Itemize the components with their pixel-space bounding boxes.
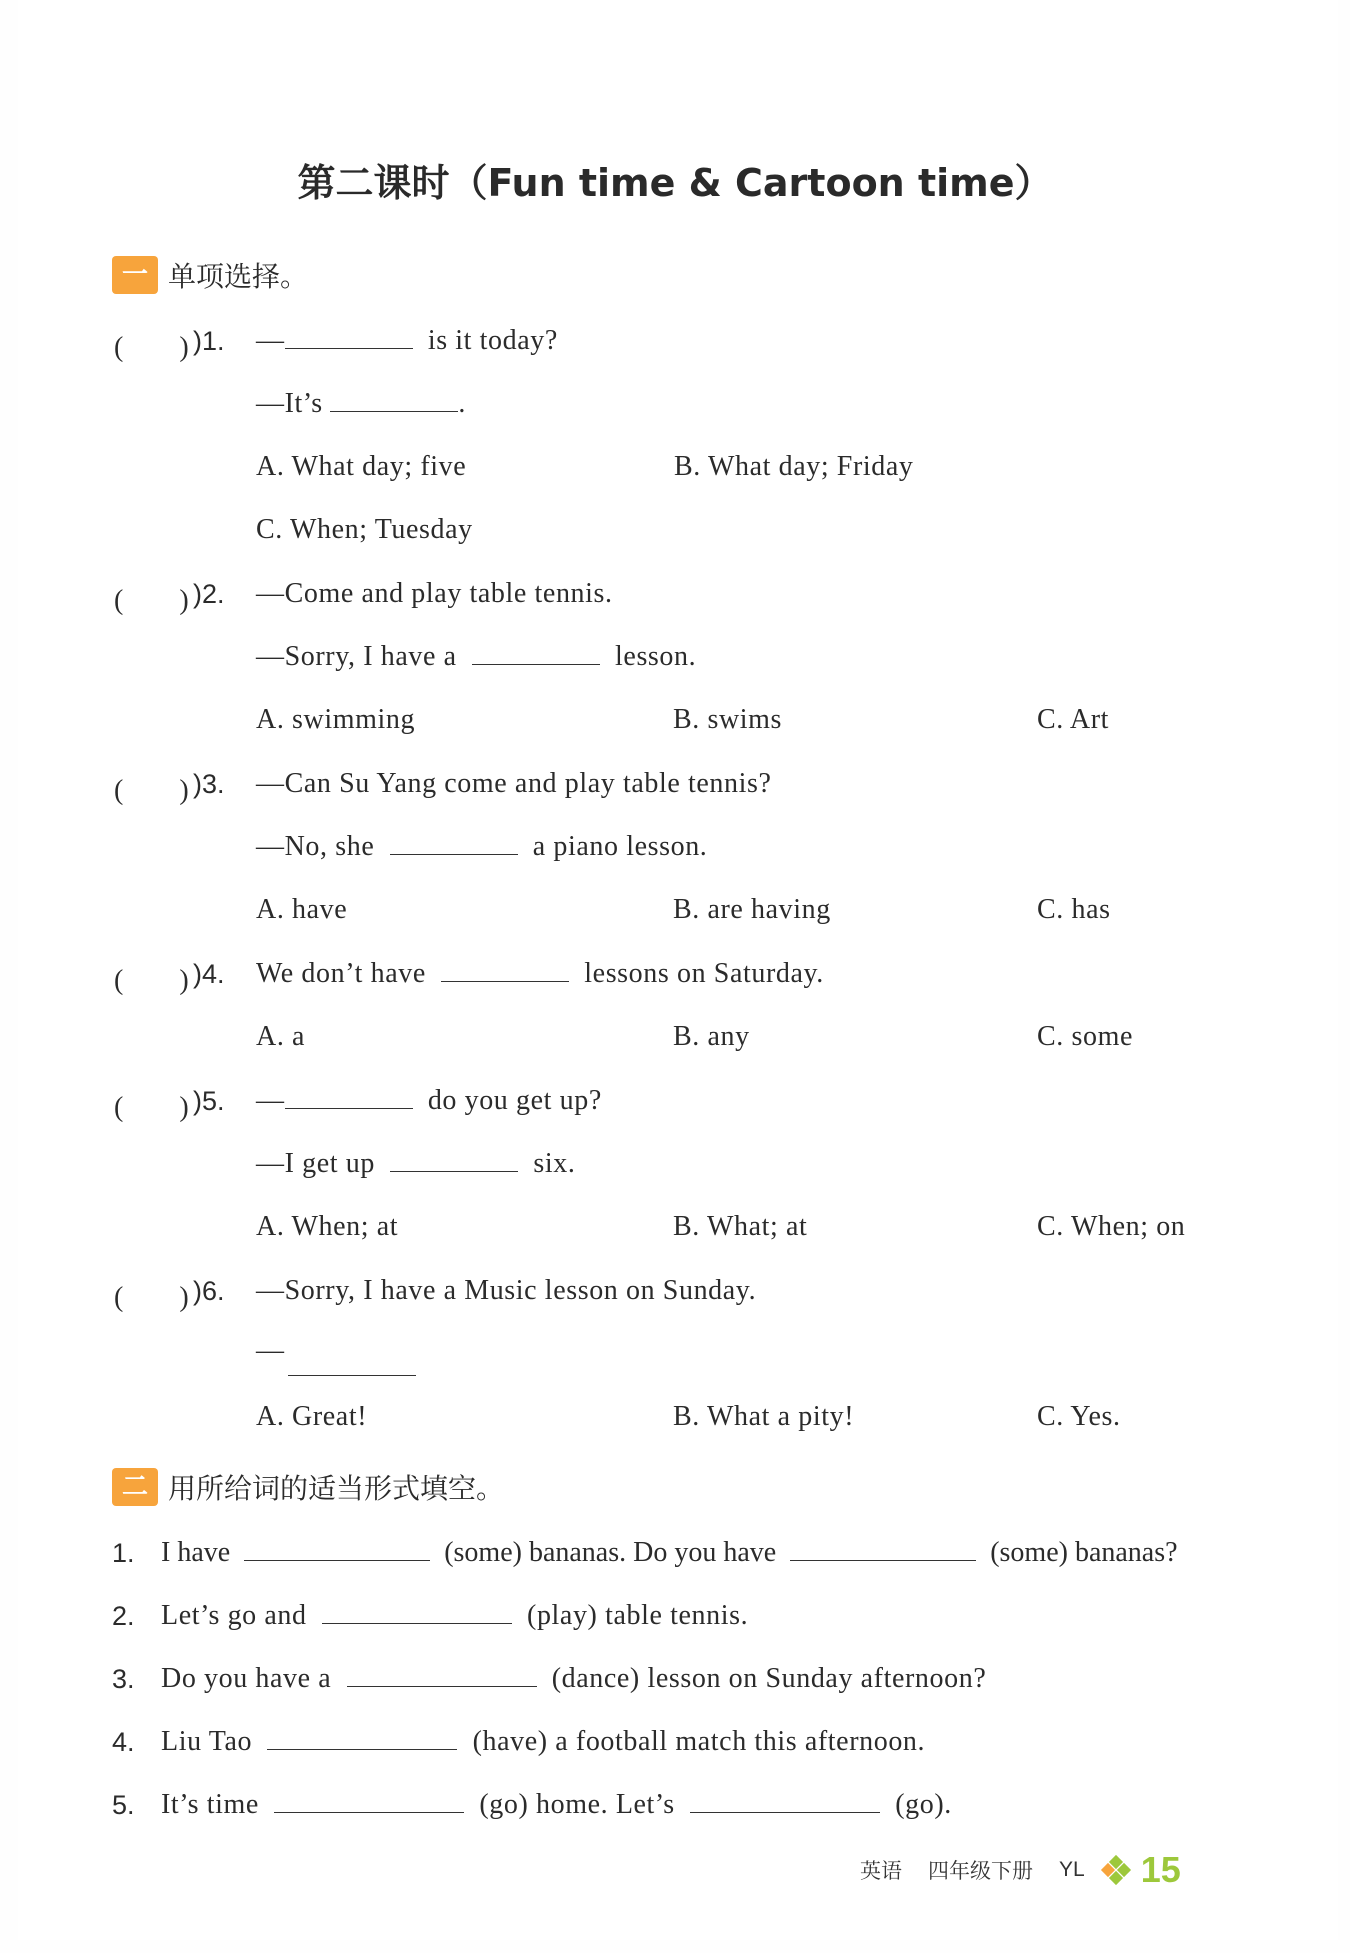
fill-1-text-c: (some) bananas?: [990, 1537, 1178, 1568]
fill-4-text-a: Liu Tao: [161, 1726, 253, 1757]
q1-dash: —: [256, 325, 285, 356]
q6-dash: —: [256, 1335, 285, 1366]
question-number-q5: )5.: [193, 1086, 225, 1116]
fill-item-1: [161, 1537, 1178, 1569]
q2-text-2b: lesson.: [615, 641, 697, 672]
fill-4-text-b: (have) a football match this afternoon.: [472, 1726, 926, 1757]
option-q2-a[interactable]: A. swimming: [256, 704, 416, 735]
question-q1-line2: [256, 388, 466, 420]
answer-bracket-q3[interactable]: ( ): [114, 775, 189, 806]
fill-1-blank-1[interactable]: [244, 1559, 430, 1561]
fill-2-text-b: (play) table tennis.: [527, 1600, 749, 1631]
section-two-badge: 二: [112, 1468, 158, 1506]
q2-text-2a: —Sorry, I have a: [256, 641, 457, 672]
fill-number-5: 5.: [112, 1790, 135, 1820]
q1-text-2: —It’s: [256, 388, 323, 419]
option-q3-a[interactable]: A. have: [256, 894, 348, 925]
section-one-badge: 一: [112, 256, 158, 294]
answer-bracket-q6[interactable]: ( ): [114, 1282, 189, 1313]
section-one-header: [112, 252, 308, 298]
fill-4-blank[interactable]: [267, 1748, 457, 1750]
question-q3-line2: [256, 831, 707, 863]
fill-1-blank-2[interactable]: [790, 1559, 976, 1561]
question-q6-line2: [256, 1335, 285, 1367]
question-number-q3: )3.: [193, 769, 225, 799]
option-q5-a[interactable]: A. When; at: [256, 1211, 399, 1242]
fill-item-2: [161, 1600, 748, 1632]
option-q4-c[interactable]: C. some: [1037, 1021, 1133, 1052]
footer-subject: 英语: [860, 1859, 902, 1883]
question-number-q6: )6.: [193, 1276, 225, 1306]
question-q4-line1: [256, 958, 824, 990]
q5-text-2b: six.: [533, 1148, 576, 1179]
fill-number-1: 1.: [112, 1538, 135, 1568]
fill-1-text-b: (some) bananas. Do you have: [444, 1537, 777, 1568]
option-q5-c[interactable]: C. When; on: [1037, 1211, 1186, 1242]
fill-item-3: [161, 1663, 986, 1695]
q5-dash: —: [256, 1085, 285, 1116]
q4-text-a: We don’t have: [256, 958, 426, 989]
option-q3-b[interactable]: B. are having: [673, 894, 831, 925]
q1-period: .: [458, 388, 466, 419]
q5-text-2a: —I get up: [256, 1148, 375, 1179]
fill-item-5: [161, 1789, 952, 1821]
q4-blank[interactable]: [441, 980, 569, 982]
option-q6-c[interactable]: C. Yes.: [1037, 1401, 1121, 1432]
fill-3-text-b: (dance) lesson on Sunday afternoon?: [551, 1663, 987, 1694]
section-one-title: 单项选择。: [168, 260, 309, 293]
q6-blank[interactable]: [288, 1374, 416, 1376]
question-q2-line1: —Come and play table tennis.: [256, 578, 613, 609]
option-q2-c[interactable]: C. Art: [1037, 704, 1110, 735]
fill-5-blank-2[interactable]: [690, 1811, 880, 1813]
fill-2-blank[interactable]: [322, 1622, 512, 1624]
page-title: 第二课时（Fun time & Cartoon time）: [297, 161, 1053, 205]
question-q3-line1: —Can Su Yang come and play table tennis?: [256, 768, 772, 799]
section-two-title: 用所给词的适当形式填空。: [168, 1472, 505, 1505]
q5-text-1: do you get up?: [427, 1085, 602, 1116]
option-q2-b[interactable]: B. swims: [673, 704, 783, 735]
answer-bracket-q4[interactable]: ( ): [114, 965, 189, 996]
option-q1-c[interactable]: C. When; Tuesday: [256, 514, 473, 545]
option-q3-c[interactable]: C. has: [1037, 894, 1111, 925]
q5-blank-1[interactable]: [285, 1107, 413, 1109]
q3-blank[interactable]: [390, 853, 518, 855]
page-number: 15: [1140, 1849, 1181, 1890]
fill-1-text-a: I have: [161, 1537, 231, 1568]
question-number-q2: )2.: [193, 579, 225, 609]
option-q5-b[interactable]: B. What; at: [673, 1211, 808, 1242]
section-two-header: [112, 1464, 504, 1510]
question-q2-line2: [256, 641, 696, 673]
question-number-q1: )1.: [193, 326, 225, 356]
q1-text-1: is it today?: [427, 325, 558, 356]
answer-bracket-q5[interactable]: ( ): [114, 1092, 189, 1123]
q1-blank-2[interactable]: [330, 410, 458, 412]
answer-bracket-q2[interactable]: ( ): [114, 585, 189, 616]
option-q4-a[interactable]: A. a: [256, 1021, 306, 1052]
fill-item-4: [161, 1726, 925, 1758]
fill-5-text-b: (go) home. Let’s: [479, 1789, 675, 1820]
q3-text-2b: a piano lesson.: [532, 831, 708, 862]
question-q5-line1: [256, 1085, 602, 1117]
page-footer: [860, 1850, 1181, 1890]
diamond-cluster-icon: [1103, 1857, 1129, 1883]
footer-edition: YL: [1059, 1858, 1085, 1881]
fill-number-4: 4.: [112, 1727, 135, 1757]
q1-blank-1[interactable]: [285, 347, 413, 349]
question-q1-line1: [256, 325, 558, 357]
fill-5-text-c: (go).: [895, 1789, 952, 1820]
fill-5-blank-1[interactable]: [274, 1811, 464, 1813]
option-q4-b[interactable]: B. any: [673, 1021, 750, 1052]
answer-bracket-q1[interactable]: ( ): [114, 332, 189, 363]
fill-3-blank[interactable]: [347, 1685, 537, 1687]
fill-number-2: 2.: [112, 1601, 135, 1631]
q3-text-2a: —No, she: [256, 831, 375, 862]
footer-grade: 四年级下册: [928, 1859, 1033, 1883]
fill-2-text-a: Let’s go and: [161, 1600, 307, 1631]
fill-5-text-a: It’s time: [161, 1789, 259, 1820]
option-q6-b[interactable]: B. What a pity!: [673, 1401, 855, 1432]
option-q1-a[interactable]: A. What day; five: [256, 451, 467, 482]
q4-text-b: lessons on Saturday.: [584, 958, 824, 989]
fill-3-text-a: Do you have a: [161, 1663, 332, 1694]
question-q6-line1: —Sorry, I have a Music lesson on Sunday.: [256, 1275, 757, 1306]
option-q6-a[interactable]: A. Great!: [256, 1401, 368, 1432]
option-q1-b[interactable]: B. What day; Friday: [674, 451, 914, 482]
question-q5-line2: [256, 1148, 575, 1180]
fill-number-3: 3.: [112, 1664, 135, 1694]
q5-blank-2[interactable]: [390, 1170, 518, 1172]
q2-blank[interactable]: [472, 663, 600, 665]
question-number-q4: )4.: [193, 959, 225, 989]
